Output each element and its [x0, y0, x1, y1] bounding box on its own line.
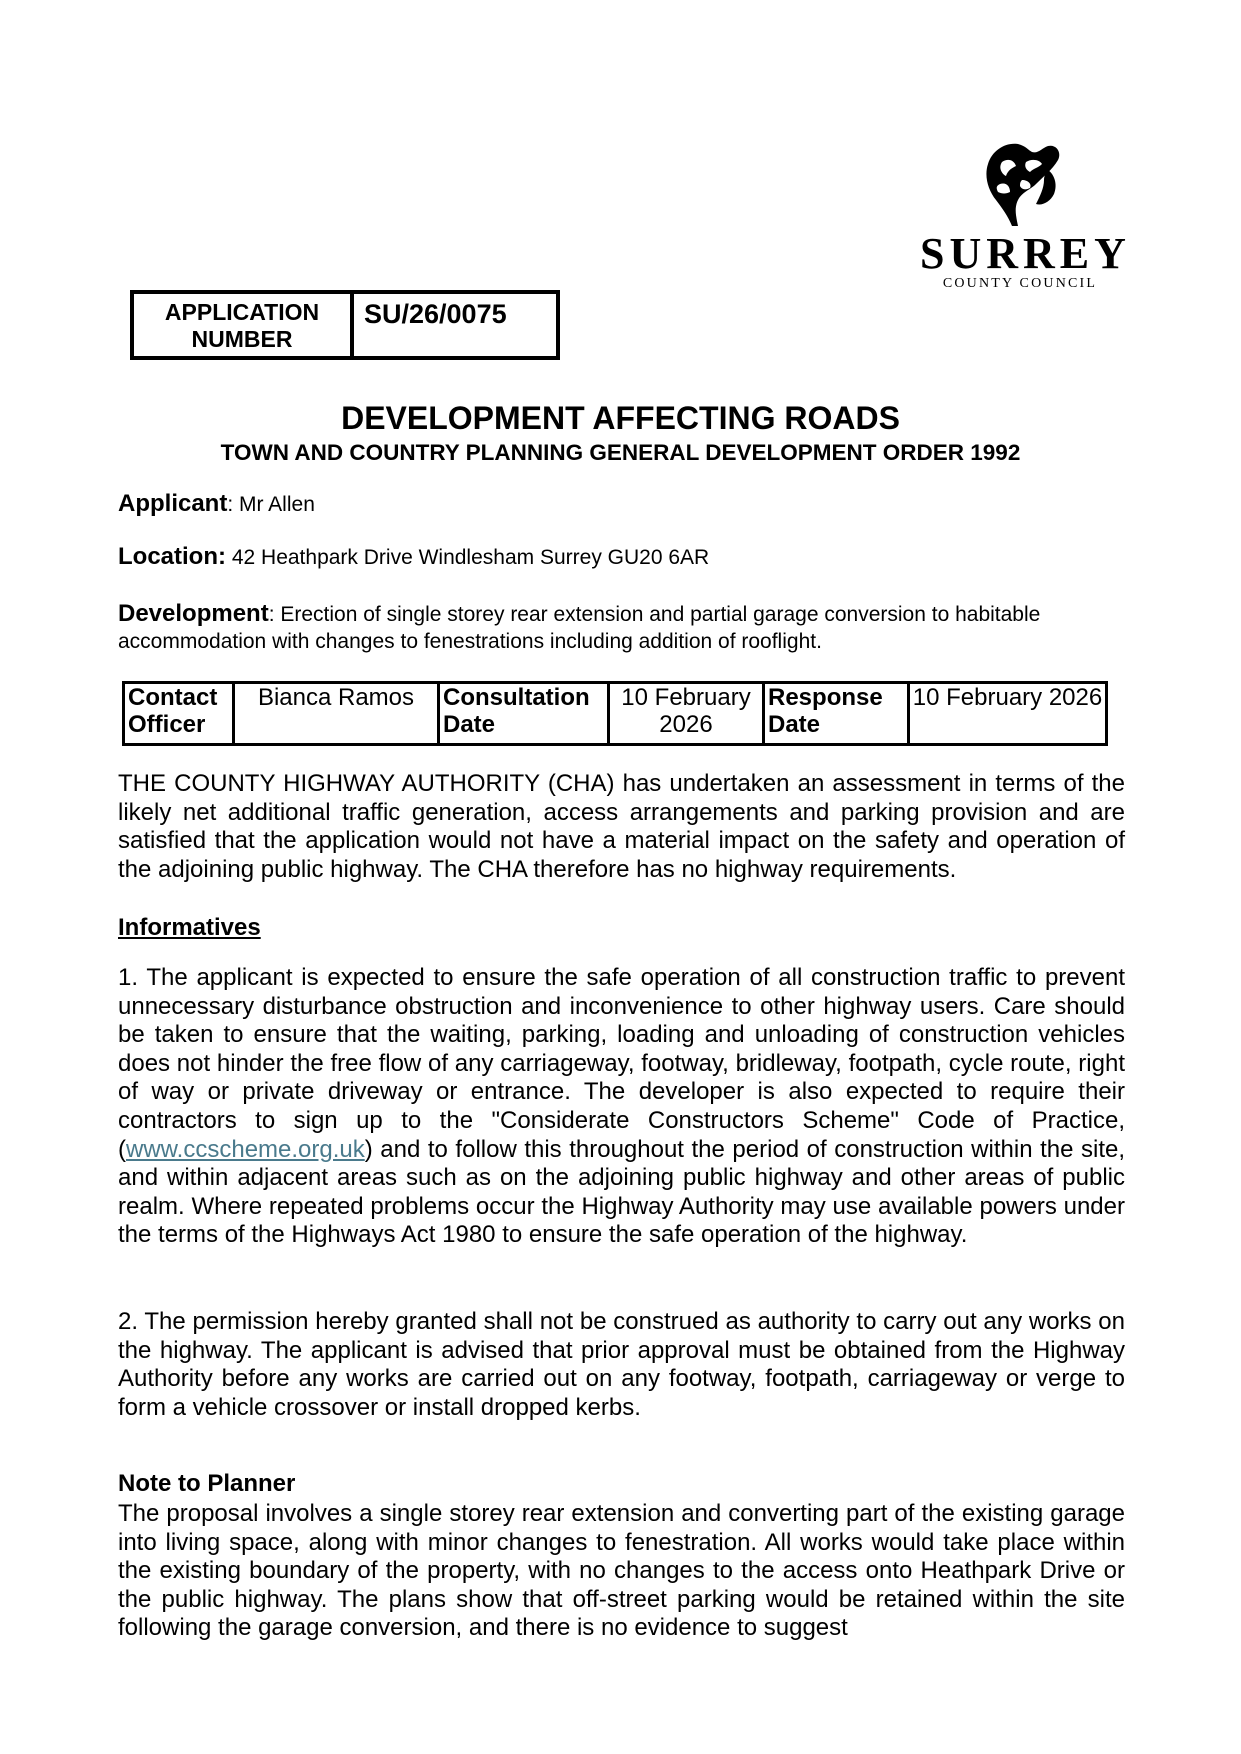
- development-label: Development: [118, 600, 269, 627]
- informative-1-text-a: 1. The applicant is expected to ensure the safe operation of all construction traffic to prevent unnecessary disturbance obstruction and inconvenience to other highway users. Care should be taken to ensure that the waiting, parking, loading and unloading of construction vehicles does not hinder the free flow of any carriageway, footway, bridleway, footpath, cycle route, right of way or private driveway or entrance. The developer is also expected to require their contractors to sign up to the "Considerate Constructors Scheme" Code of Practice, (: [118, 964, 1125, 1163]
- response-date-label: Response Date: [764, 683, 909, 745]
- development-value: : Erection of single storey rear extension and partial garage conversion to habitable accommodation with changes to fenestrations including addition of rooflight.: [118, 603, 1041, 653]
- applicant-label: Applicant: [118, 490, 228, 517]
- applicant-field: [118, 490, 1128, 518]
- informative-item-1: [118, 964, 1125, 1250]
- contact-officer-label: Contact Officer: [124, 683, 234, 745]
- assessment-paragraph: THE COUNTY HIGHWAY AUTHORITY (CHA) has undertaken an assessment in terms of the likely net additional traffic generation, access arrangements and parking provision and are satisfied that the application would not have a material impact on the safety and operation of the adjoining public highway. The CHA therefore has no highway requirements.: [118, 770, 1125, 883]
- informative-item-2: 2. The permission hereby granted shall not be construed as authority to carry out any works on the highway. The applicant is advised that prior approval must be obtained from the Highway Authority before any works are carried out on any footway, footpath, carriageway or verge to form a vehicle crossover or install dropped kerbs.: [118, 1308, 1125, 1421]
- application-number-label: APPLICATION NUMBER: [134, 294, 354, 356]
- location-value: 42 Heathpark Drive Windlesham Surrey GU20 6AR: [226, 546, 710, 569]
- oak-leaf-icon: [978, 140, 1066, 230]
- logo-name: SURREY: [920, 229, 1131, 278]
- informatives-heading: Informatives: [118, 914, 261, 941]
- applicant-value: : Mr Allen: [227, 493, 315, 516]
- consultation-date-label: Consultation Date: [439, 683, 609, 745]
- note-to-planner-heading: Note to Planner: [118, 1470, 296, 1497]
- application-number-box: [130, 290, 560, 360]
- response-date-value: 10 February 2026: [909, 683, 1107, 745]
- development-field: [118, 600, 1128, 655]
- page-subtitle: TOWN AND COUNTRY PLANNING GENERAL DEVELOPMENT ORDER 1992: [220, 440, 1021, 465]
- page-title: DEVELOPMENT AFFECTING ROADS: [341, 400, 900, 436]
- note-to-planner-text: The proposal involves a single storey rear extension and converting part of the existing garage into living space, along with minor changes to fenestration. All works would take place within the existing boundary of the property, with no changes to the access onto Heathpark Drive or the public highway. The plans show that off-street parking would be retained within the site following the garage conversion, and there is no evidence to suggest: [118, 1500, 1125, 1642]
- contact-table: [122, 681, 1108, 746]
- logo-subtitle: COUNTY COUNCIL: [942, 276, 1098, 291]
- ccscheme-link[interactable]: www.ccscheme.org.uk: [126, 1135, 365, 1163]
- application-number-value: SU/26/0075: [364, 299, 507, 329]
- surrey-county-council-logo: [920, 140, 1131, 300]
- contact-officer-value: Bianca Ramos: [234, 683, 439, 745]
- informative-1-text-b: ) and to follow this throughout the period of construction within the site, and within adjacent areas such as on the adjoining public highway and other areas of public realm. Where repeated problems occur the Highway Authority may use available powers under the terms of the Highways Act 1980 to ensure the safe operation of the highway.: [118, 1135, 1125, 1249]
- location-label: Location:: [118, 543, 226, 570]
- consultation-date-value: 10 February 2026: [609, 683, 764, 745]
- location-field: [118, 543, 1128, 571]
